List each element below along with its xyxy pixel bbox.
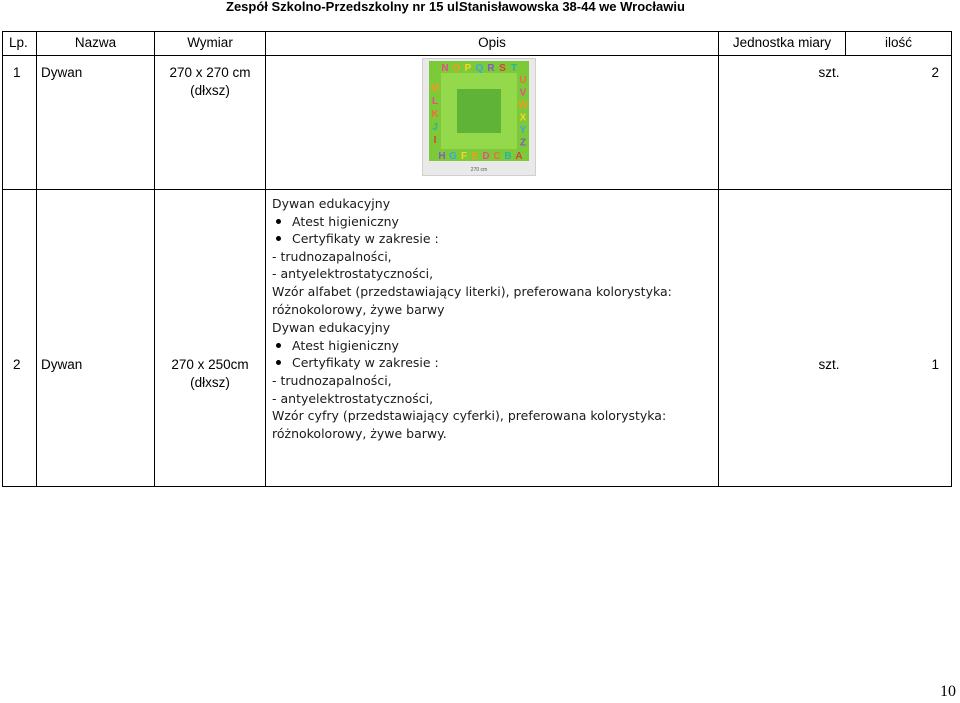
desc-bullet: Certyfikaty w zakresie : [272,354,718,372]
alphabet-rug-image [422,58,536,176]
rug-letter: I [433,135,437,146]
row-lp: 1 [13,65,21,80]
rug-letter: U [519,75,527,86]
rug-letter: F [460,151,468,162]
desc-title: Dywan edukacyjny [272,320,391,336]
dimension-value: 270 x 250cm [171,357,249,372]
table-row [3,56,952,190]
desc-line: Wzór alfabet (przedstawiający literki), preferowana kolorystyka: [272,283,672,299]
row-dimension-cell [155,190,266,487]
school-address: Stanisławowska 38-44 we Wrocławiu [459,0,685,14]
col-header-quantity: ilość [846,32,952,56]
table-header-row [3,32,952,56]
row-unit-qty-cell [719,56,952,190]
rug-letter: Z [519,137,527,149]
rug-letter: L [431,96,439,107]
page-number: 10 [940,683,956,700]
col-header-description: Opis [266,32,719,56]
desc-line: różnokolorowy, żywe barwy [272,301,445,317]
rug-letter: Q [475,63,484,74]
rug-letter: J [432,122,438,133]
row-quantity: 1 [931,357,939,372]
rug-letter: T [510,63,518,74]
dimension-note: (dłxsz) [190,83,230,98]
col-header-dimension: Wymiar [155,32,266,56]
rug-letter: V [519,87,527,99]
row-name: Dywan [41,357,83,372]
rug-letter: K [431,109,439,120]
desc-line: różnokolorowy, żywe barwy. [272,425,447,441]
desc-line: - antyelektrostatyczności, [272,266,434,282]
rug-letter: M [430,83,440,94]
rug-letter: A [515,151,523,162]
row-quantity: 2 [931,65,939,80]
rug-letter: B [504,151,512,162]
rug-letter: O [452,63,461,74]
desc-line: Wzór cyfry (przedstawiający cyferki), preferowana kolorystyka: [272,408,667,424]
school-name: Zespół Szkolno-Przedszkolny nr 15 ul. [226,0,463,14]
row-lp-cell [3,190,37,487]
col-header-unit: Jednostka miary [719,32,846,56]
desc-line: - trudnozapalności, [272,248,392,264]
row-lp: 2 [13,357,21,372]
row-name: Dywan [41,65,83,80]
dimension-value: 270 x 270 cm [169,65,251,80]
rug-letter: D [482,151,490,162]
col-header-name: Nazwa [37,32,155,56]
rug-caption: 270 cm [470,167,488,173]
row-dimension [155,56,265,100]
rug-letter: E [471,151,479,162]
row-dimension-cell [155,56,266,190]
row-name-cell [37,56,155,190]
table-row [3,190,952,487]
rug-letter: W [518,100,528,111]
row-image-cell [266,56,719,190]
row-name-cell [37,190,155,487]
desc-line: - trudnozapalności, [272,372,392,388]
rug-letter: Y [519,125,527,136]
rug-letter: R [487,63,495,74]
dimension-note: (dłxsz) [190,375,230,390]
document-header [0,0,960,14]
row-unit-qty-cell [719,190,952,487]
rug-drawing [423,59,535,175]
row-lp-cell [3,56,37,190]
row-description-cell [266,190,719,487]
rug-letter: N [441,63,449,74]
rug-letter: P [464,63,472,74]
desc-line: - antyelektrostatyczności, [272,390,434,406]
desc-title: Dywan edukacyjny [272,196,391,211]
rug-center [457,89,501,133]
rug-letter: C [493,151,501,162]
rug-letter: S [499,63,506,74]
col-header-lp: Lp. [3,32,37,56]
rug-letter: G [449,151,457,162]
desc-bullet: Atest higieniczny [272,213,718,231]
desc-bullet: Atest higieniczny [272,337,718,355]
description-block-1 [272,190,718,318]
rug-letter: X [519,112,527,124]
description-block-2 [272,319,718,442]
desc-bullet: Certyfikaty w zakresie : [272,230,718,248]
rug-letter: H [438,151,446,162]
row-dimension [155,190,265,392]
row-unit: szt. [818,65,840,80]
row-unit: szt. [818,357,840,372]
items-table [2,31,952,487]
